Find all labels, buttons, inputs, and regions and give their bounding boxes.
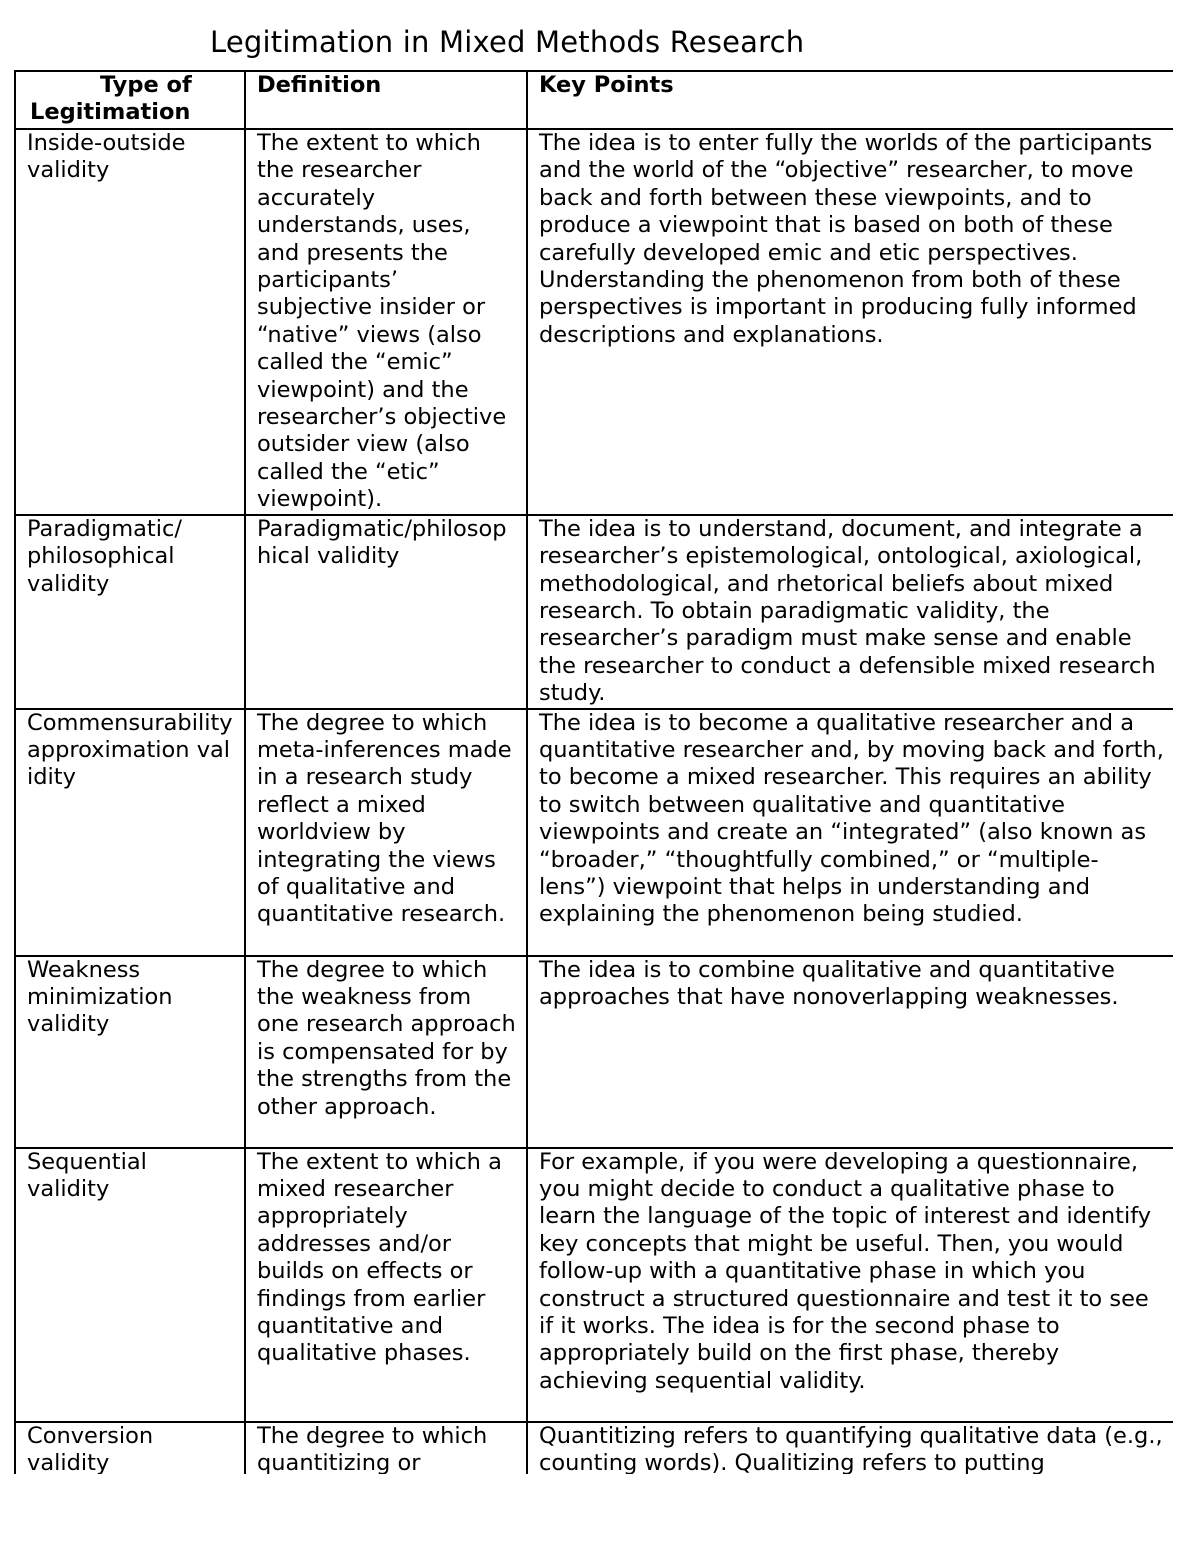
row-definition-cell (245, 515, 527, 709)
header-key-points: Key Points (527, 71, 1173, 129)
row-type-cell: Inside-outside validity (15, 129, 245, 515)
row-definition-cell: The extent to which a mixed researcher appropriately addresses and/or builds on effects or findings from earlier quantitative and qualitative phases. (245, 1148, 527, 1422)
header-definition: Definition (245, 71, 527, 129)
table-row (15, 1148, 1173, 1422)
row-type-cell: Sequential validity (15, 1148, 245, 1422)
row-definition-cell: The degree to which meta-inferences made in a research study reflect a mixed worldview by integrating the views of qualitative and quantitative research. (245, 709, 527, 956)
row-type-text: Commensurability approximation validity (27, 709, 233, 791)
header-type-of-legitimation (15, 71, 245, 129)
row-definition-cell: The degree to which quantitizing or (245, 1422, 527, 1474)
header-type-line1: Type of (100, 72, 192, 98)
row-type-cell: Conversion validity (15, 1422, 245, 1474)
legitimation-table-container (14, 70, 1173, 1474)
table-row (15, 1422, 1173, 1474)
row-key-points-cell: The idea is to enter fully the worlds of the participants and the world of the “objective” researcher, to move back and forth between these viewpoints, and to produce a viewpoint that is based on both of these carefully developed emic and etic perspectives. Understanding the phenomenon from both of these perspectives is important in producing fully informed descriptions and explanations. (527, 129, 1173, 515)
row-definition-cell: The extent to which the researcher accurately understands, uses, and presents the participants’ subjective insider or “native” views (also called the “emic” viewpoint) and the researcher’s objective outsider view (also called the “etic” viewpoint). (245, 129, 527, 515)
row-type-cell: Paradigmatic/ philosophical validity (15, 515, 245, 709)
row-type-cell: Weakness minimization validity (15, 956, 245, 1148)
legitimation-table (14, 70, 1173, 1474)
table-row (15, 515, 1173, 709)
row-definition-cell: The degree to which the weakness from one research approach is compensated for by the strengths from the other approach. (245, 956, 527, 1148)
row-definition-text: Paradigmatic/philosophical validity (257, 515, 507, 570)
table-header-row (15, 71, 1173, 129)
row-type-cell (15, 709, 245, 956)
row-key-points-cell: The idea is to combine qualitative and quantitative approaches that have nonoverlapping weaknesses. (527, 956, 1173, 1148)
table-row (15, 709, 1173, 956)
table-row (15, 129, 1173, 515)
row-key-points-cell: Quantitizing refers to quantifying qualitative data (e.g., counting words). Qualitizing refers to putting (527, 1422, 1173, 1474)
row-key-points-cell: The idea is to become a qualitative researcher and a quantitative researcher and, by moving back and forth, to become a mixed researcher. This requires an ability to switch between qualitative and quantitative viewpoints and create an “integrated” (also known as “broader,” “thoughtfully combined,” or “multiple-lens”) viewpoint that helps in understanding and explaining the phenomenon being studied. (527, 709, 1173, 956)
document-title: Legitimation in Mixed Methods Research (210, 25, 805, 59)
row-key-points-cell: For example, if you were developing a questionnaire, you might decide to conduct a qualitative phase to learn the language of the topic of interest and identify key concepts that might be useful. Then, you would follow-up with a quantitative phase in which you construct a structured questionnaire and test it to see if it works. The idea is for the second phase to appropriately build on the first phase, thereby achieving sequential validity. (527, 1148, 1173, 1422)
table-row (15, 956, 1173, 1148)
row-key-points-cell: The idea is to understand, document, and integrate a researcher’s epistemological, ontological, axiological, methodological, and rhetorical beliefs about mixed research. To obtain paradigmatic validity, the researcher’s paradigm must make sense and enable the researcher to conduct a defensible mixed research study. (527, 515, 1173, 709)
header-type-line2: Legitimation (30, 99, 191, 126)
